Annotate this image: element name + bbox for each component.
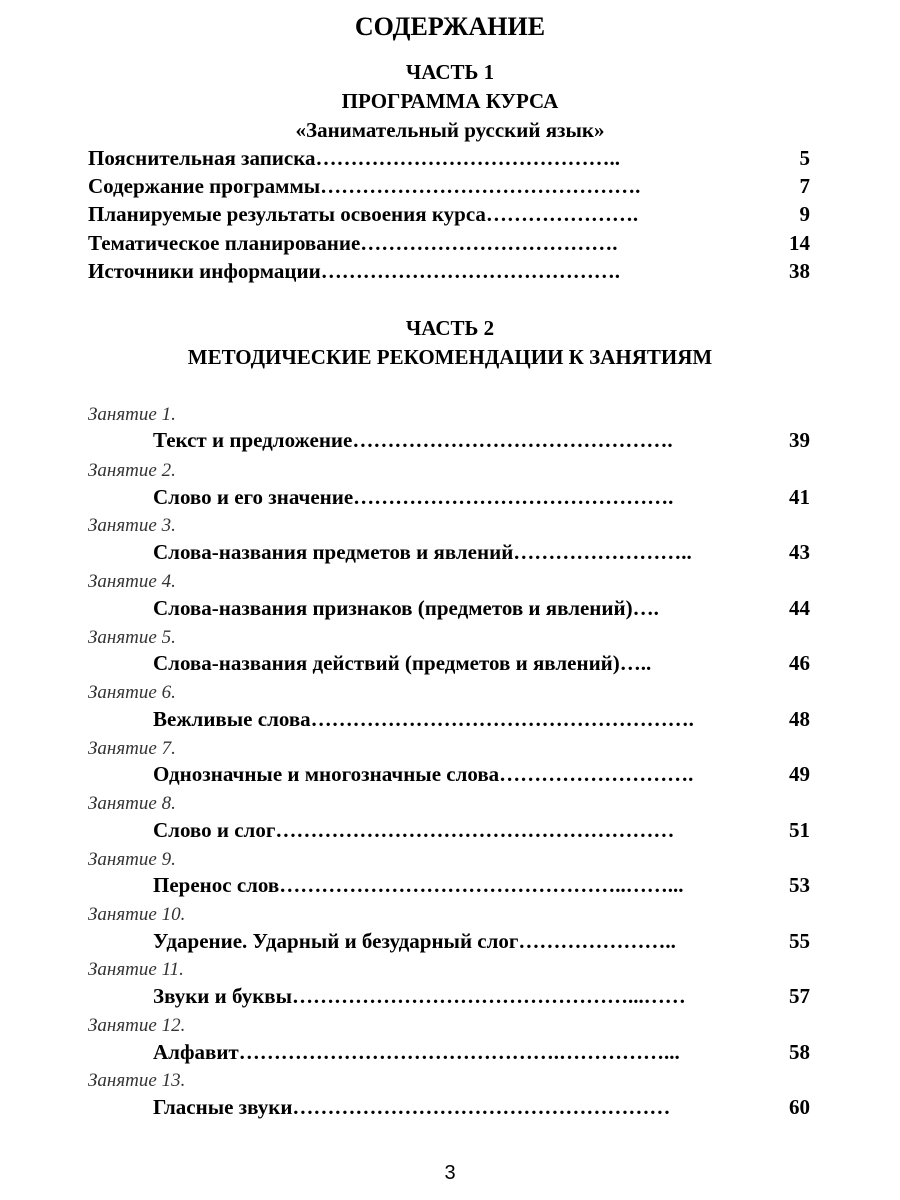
toc-entry-title: Источники информации…………………………………….: [88, 259, 620, 283]
toc-entry[interactable]: [0, 762, 900, 790]
toc-entry-page: 38: [789, 259, 810, 283]
lesson-label: Занятие 10.: [88, 904, 186, 925]
part1-heading: ЧАСТЬ 1: [405, 60, 495, 84]
toc-entry-page: 58: [789, 1040, 810, 1064]
toc-entry-page: 14: [789, 231, 810, 255]
toc-entry[interactable]: [0, 540, 900, 568]
lesson-label: Занятие 11.: [88, 959, 184, 980]
toc-entry-page: 44: [789, 596, 810, 620]
lesson-label: Занятие 4.: [88, 571, 176, 592]
toc-entry-title: Вежливые слова……………………………………………….: [153, 707, 694, 731]
toc-entry-page: 7: [799, 174, 810, 198]
toc-entry[interactable]: [0, 651, 900, 679]
toc-entry-title: Содержание программы……………………………………….: [88, 174, 641, 198]
part2-subheading: МЕТОДИЧЕСКИЕ РЕКОМЕНДАЦИИ К ЗАНЯТИЯМ: [187, 345, 713, 369]
toc-entry-page: 9: [799, 202, 810, 226]
page-title: СОДЕРЖАНИЕ: [354, 12, 546, 41]
toc-entry[interactable]: [0, 485, 900, 513]
lesson-label: Занятие 7.: [88, 738, 176, 759]
part2-heading: ЧАСТЬ 2: [405, 316, 495, 340]
lesson-label: Занятие 8.: [88, 793, 176, 814]
toc-entry-page: 60: [789, 1095, 810, 1119]
toc-entry-page: 53: [789, 873, 810, 897]
toc-entry-page: 49: [789, 762, 810, 786]
toc-entry[interactable]: [0, 818, 900, 846]
toc-entry-page: 43: [789, 540, 810, 564]
toc-entry[interactable]: [0, 929, 900, 957]
toc-entry-title: Гласные звуки………………………………………………: [153, 1095, 671, 1119]
lesson-label: Занятие 5.: [88, 627, 176, 648]
toc-entry-title: Слово и слог…………………………………………………: [153, 818, 675, 842]
toc-entry-page: 46: [789, 651, 810, 675]
part1-course-name: «Занимательный русский язык»: [295, 118, 605, 142]
toc-entry-title: Однозначные и многозначные слова……………………….: [153, 762, 694, 786]
toc-entry-title: Слово и его значение……………………………………….: [153, 485, 674, 509]
toc-entry-page: 51: [789, 818, 810, 842]
toc-entry-title: Перенос слов…………………………………………..……...: [153, 873, 684, 897]
lesson-label: Занятие 9.: [88, 849, 176, 870]
toc-entry[interactable]: [0, 174, 900, 202]
toc-entry-title: Звуки и буквы…………………………………………...……: [153, 984, 686, 1008]
toc-entry-page: 39: [789, 428, 810, 452]
toc-entry-page: 5: [799, 146, 810, 170]
lesson-label: Занятие 3.: [88, 515, 176, 536]
toc-entry-title: Тематическое планирование……………………………….: [88, 231, 618, 255]
toc-entry-title: Алфавит……………………………………….……………...: [153, 1040, 680, 1064]
toc-entry[interactable]: [0, 707, 900, 735]
lesson-label: Занятие 1.: [88, 404, 176, 425]
toc-entry-title: Текст и предложение……………………………………….: [153, 428, 673, 452]
toc-entry-title: Ударение. Ударный и безударный слог…………………..: [153, 929, 676, 953]
page-number: 3: [444, 1162, 456, 1184]
toc-entry[interactable]: [0, 1040, 900, 1068]
toc-entry-page: 41: [789, 485, 810, 509]
lesson-label: Занятие 13.: [88, 1070, 186, 1091]
lesson-label: Занятие 12.: [88, 1015, 186, 1036]
toc-entry[interactable]: [0, 596, 900, 624]
toc-entry[interactable]: [0, 202, 900, 230]
toc-entry-title: Слова-названия признаков (предметов и явлений)….: [153, 596, 659, 620]
toc-entry[interactable]: [0, 984, 900, 1012]
toc-entry-page: 55: [789, 929, 810, 953]
toc-entry[interactable]: [0, 428, 900, 456]
toc-entry-page: 57: [789, 984, 810, 1008]
toc-entry-title: Слова-названия предметов и явлений……………………..: [153, 540, 692, 564]
toc-entry[interactable]: [0, 231, 900, 259]
lesson-label: Занятие 6.: [88, 682, 176, 703]
toc-entry[interactable]: [0, 146, 900, 174]
toc-entry-title: Пояснительная записка……………………………………..: [88, 146, 621, 170]
toc-entry-title: Планируемые результаты освоения курса………………….: [88, 202, 639, 226]
lesson-label: Занятие 2.: [88, 460, 176, 481]
toc-entry-title: Слова-названия действий (предметов и явлений)…..: [153, 651, 652, 675]
toc-entry[interactable]: [0, 873, 900, 901]
toc-entry-page: 48: [789, 707, 810, 731]
toc-entry[interactable]: [0, 259, 900, 287]
toc-entry[interactable]: [0, 1095, 900, 1123]
part1-subheading: ПРОГРАММА КУРСА: [341, 89, 559, 113]
